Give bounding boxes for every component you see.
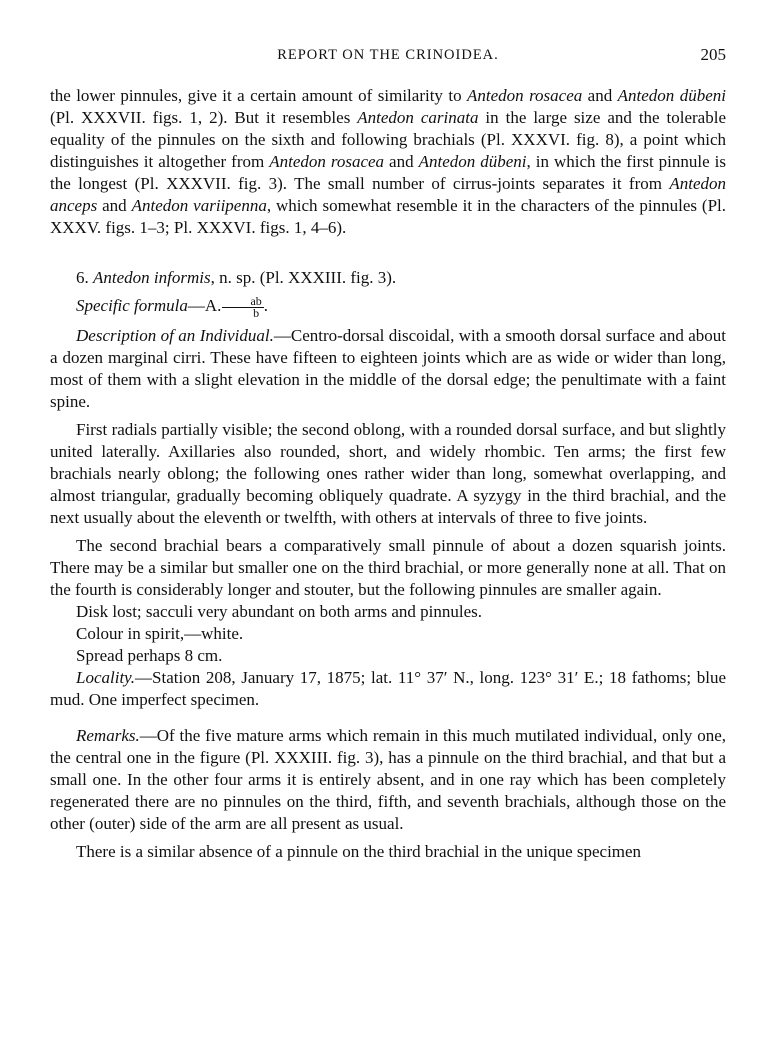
page-header — [50, 45, 726, 69]
paragraph-comparison: the lower pinnules, give it a certain amount of similarity to Antedon rosacea and Antedon dübeni (Pl. XXXVII. figs. 1, 2). But it resembles Antedon carinata in the large size and the tolerable equality of the pinnules on the sixth and following brachials (Pl. XXXVI. fig. 8), a point which distinguishes it altogether from Antedon rosacea and Antedon dübeni, in which the first pinnule is the longest (Pl. XXXVII. fig. 3). The small number of cirrus-joints separates it from Antedon anceps and Antedon variipenna, which somewhat resemble it in the characters of the pinnules (Pl. XXXV. figs. 1–3; Pl. XXXVI. figs. 1, 4–6). — [50, 86, 726, 237]
species-heading: 6. Antedon informis, n. sp. (Pl. XXXIII. fig. 3). — [76, 268, 397, 287]
paragraph-disk: Disk lost; sacculi very abundant on both arms and pinnules. — [76, 601, 483, 621]
document-page — [50, 0, 726, 1050]
running-title: REPORT ON THE CRINOIDEA. — [277, 47, 499, 63]
paragraph-colour: Colour in spirit,—white. — [76, 623, 244, 643]
paragraph-last: There is a similar absence of a pinnule on the third brachial in the unique specimen — [76, 841, 642, 861]
specific-formula: Specific formula—A. $\frac{ab}{b}$ . — [76, 293, 269, 320]
formula-fraction: $\frac{ab}{b}$ — [222, 296, 263, 319]
page-number: 205 — [700, 45, 726, 64]
paragraph-pinnule: The second brachial bears a comparatively small pinnule of about a dozen squarish joints. There may be a similar but smaller one on the third brachial, or more generally none at all. That on the fourth is considerably longer and stouter, but the following pinnules are smaller again. — [50, 535, 726, 599]
paragraph-locality: Locality.—Station 208, January 17, 1875; lat. 11° 37′ N., long. 123° 31′ E.; 18 fathoms; blue mud. One imperfect specimen. — [50, 667, 726, 709]
paragraph-description: Description of an Individual.—Centro-dorsal discoidal, with a smooth dorsal surface and about a dozen marginal cirri. These have fifteen to eighteen joints which are as wide or wider than long, most of them with a slight elevation in the middle of the dorsal edge; the penultimate with a faint spine. — [50, 325, 726, 411]
body-text — [50, 85, 726, 863]
paragraph-radials: First radials partially visible; the second oblong, with a rounded dorsal surface, and but slightly united laterally. Axillaries also rounded, short, and widely rhombic. Ten arms; the first few brachials nearly oblong; the following ones rather wider than long, somewhat overlapping, and almost triangular, gradually becoming obliquely quadrate. A syzygy in the third brachial, and the next usually about the eleventh or twelfth, with others at intervals of three to five joints. — [50, 419, 726, 527]
paragraph-remarks: Remarks.—Of the five mature arms which remain in this much mutilated individual, only one, the central one in the figure (Pl. XXXIII. fig. 3), has a pinnule on the third brachial, and that but a small one. In the other four arms it is entirely absent, and in one ray which has been completely regenerated there are no pinnules on the third, fifth, and seventh brachials, although those on the other (outer) side of the arm are all present as usual. — [50, 725, 726, 833]
paragraph-spread: Spread perhaps 8 cm. — [76, 645, 223, 665]
